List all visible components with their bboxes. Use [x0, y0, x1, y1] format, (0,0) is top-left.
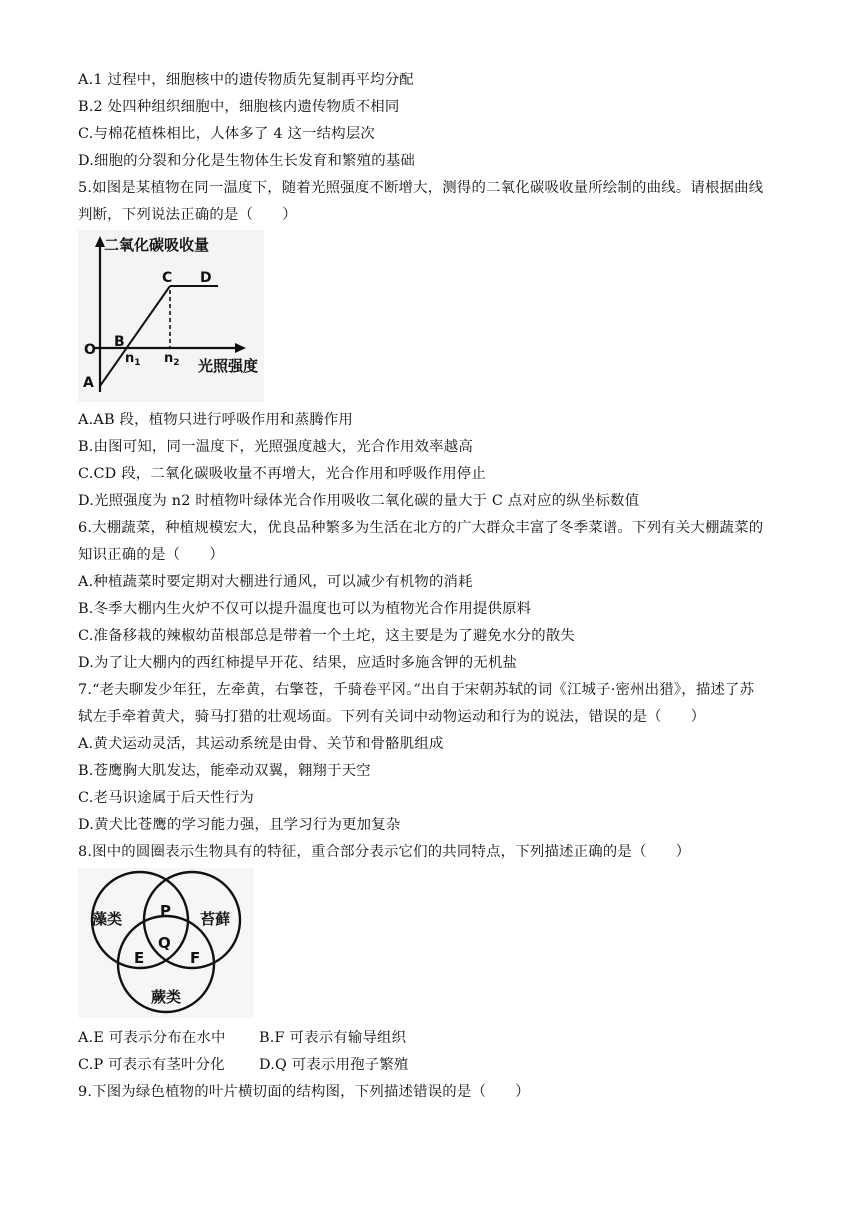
q8-options-row1 — [78, 1028, 406, 1048]
q8-option-b: B.F 可表示有输导组织 — [259, 1030, 407, 1046]
point-c-label: C — [162, 270, 173, 286]
q9-stem: 9.下图为绿色植物的叶片横切面的结构图，下列描述错误的是（ ） — [78, 1084, 530, 1100]
q6-stem-line1: 6.大棚蔬菜，种植规模宏大，优良品种繁多为生活在北方的广大群众丰富了冬季菜谱。下列有关大棚蔬菜的 — [78, 520, 764, 536]
point-d-label: D — [200, 270, 212, 286]
q8-options-row2 — [78, 1055, 409, 1075]
q6-option-d: D.为了让大棚内的西红柿提早开花、结果，应适时多施含钾的无机盐 — [78, 655, 518, 671]
q7-option-a: A.黄犬运动灵活，其运动系统是由骨、关节和骨骼肌组成 — [78, 736, 444, 752]
q6-option-b: B.冬季大棚内生火炉不仅可以提升温度也可以为植物光合作用提供原料 — [78, 601, 532, 617]
q5-light-intensity-graph — [78, 230, 264, 402]
q5-option-a: A.AB 段，植物只进行呼吸作用和蒸腾作用 — [78, 412, 353, 428]
venn-region-f: F — [190, 949, 201, 967]
q8-option-a: A.E 可表示分布在水中 — [78, 1030, 226, 1046]
q4-option-d: D.细胞的分裂和分化是生物体生长发育和繁殖的基础 — [78, 153, 415, 169]
q6-stem-line2: 知识正确的是（ ） — [78, 547, 224, 563]
point-b-label: B — [114, 334, 125, 350]
q8-option-c: C.P 可表示有茎叶分化 — [78, 1057, 225, 1073]
venn-region-q: Q — [158, 934, 171, 952]
point-a-label: A — [83, 375, 94, 391]
q6-option-c: C.准备移栽的辣椒幼苗根部总是带着一个土坨，这主要是为了避免水分的散失 — [78, 628, 575, 644]
venn-region-e: E — [134, 949, 145, 967]
q5-stem-line2: 判断，下列说法正确的是（ ） — [78, 207, 297, 223]
q7-stem-line2: 轼左手牵着黄犬，骑马打猎的壮观场面。下列有关词中动物运动和行为的说法，错误的是（ ） — [78, 709, 706, 725]
tick-n1-label: $n_1$ — [125, 351, 141, 368]
q5-option-d: D.光照强度为 n2 时植物叶绿体光合作用吸收二氧化碳的量大于 C 点对应的纵坐标数值 — [78, 493, 640, 509]
q7-option-c: C.老马识途属于后天性行为 — [78, 790, 254, 806]
y-axis-label: 二氧化碳吸收量 — [104, 236, 210, 254]
q7-stem-line1: 7.“老夫聊发少年狂，左牵黄，右擎苍，千骑卷平冈。”出自于宋朝苏轼的词《江城子·密州出猎》，描述了苏 — [78, 682, 755, 698]
venn-label-fern: 蕨类 — [151, 988, 182, 1006]
q4-option-b: B.2 处四种组织细胞中，细胞核内遗传物质不相同 — [78, 99, 400, 115]
q7-option-b: B.苍鹰胸大肌发达，能牵动双翼，翱翔于天空 — [78, 763, 371, 779]
q6-option-a: A.种植蔬菜时要定期对大棚进行通风，可以减少有机物的消耗 — [78, 574, 473, 590]
venn-region-p: P — [160, 902, 171, 920]
q7-option-d: D.黄犬比苍鹰的学习能力强，且学习行为更加复杂 — [78, 817, 401, 833]
q8-venn-diagram — [78, 868, 254, 1018]
venn-label-algae: 藻类 — [92, 910, 123, 928]
venn-label-moss: 苔藓 — [200, 910, 231, 928]
x-axis-label: 光照强度 — [198, 357, 259, 375]
q5-stem-line1: 5.如图是某植物在同一温度下，随着光照强度不断增大，测得的二氧化碳吸收量所绘制的曲线。请根据曲线 — [78, 180, 764, 196]
q5-option-c: C.CD 段，二氧化碳吸收量不再增大，光合作用和呼吸作用停止 — [78, 466, 486, 482]
q4-option-a: A.1 过程中，细胞核中的遗传物质先复制再平均分配 — [78, 72, 414, 88]
q8-option-d: D.Q 可表示用孢子繁殖 — [259, 1057, 409, 1073]
q5-option-b: B.由图可知，同一温度下，光照强度越大，光合作用效率越高 — [78, 439, 473, 455]
tick-n2-label: $n_2$ — [164, 351, 180, 368]
q8-stem: 8.图中的圆圈表示生物具有的特征，重合部分表示它们的共同特点，下列描述正确的是（ ） — [78, 844, 691, 860]
q4-option-c: C.与棉花植株相比，人体多了 4 这一结构层次 — [78, 126, 376, 142]
origin-label: O — [84, 342, 96, 358]
